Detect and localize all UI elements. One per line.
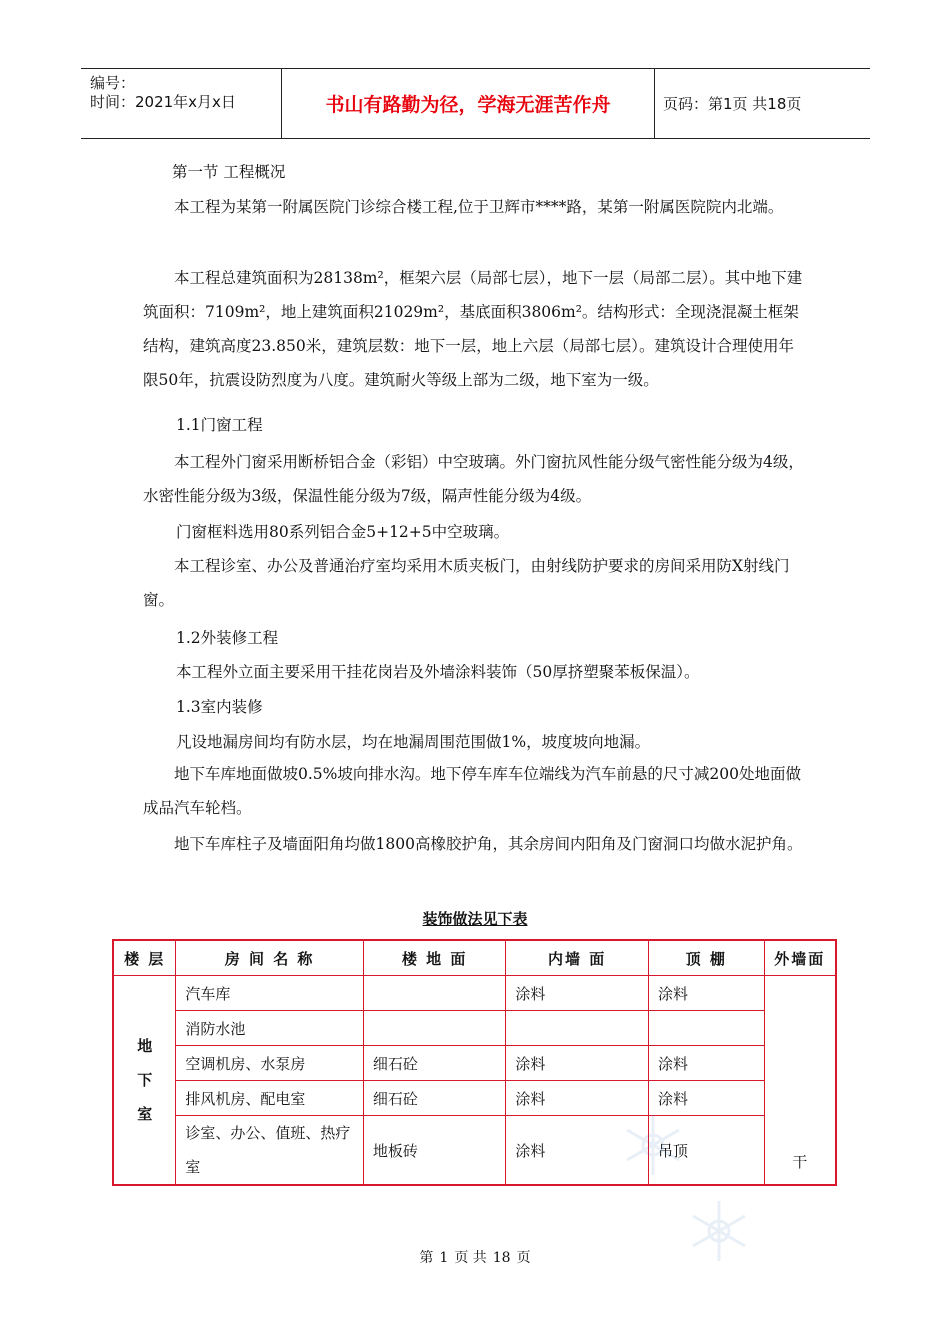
wall-cell: 涂料 [506,1116,649,1186]
ground-cell: 地板砖 [363,1116,506,1186]
ceiling-cell: 涂料 [648,976,764,1011]
paragraph-interior-2: 地下车库地面做坡0.5%坡向排水沟。地下停车库车位端线为汽车前悬的尺寸减200处地面做成品汽车轮档。 [143,765,801,817]
table-row [113,1046,836,1081]
floor-char: 室 [137,1105,153,1123]
col-header-room: 房 间 名 称 [176,940,363,976]
col-header-ceiling: 顶 棚 [648,940,764,976]
ground-cell: 细石砼 [363,1046,506,1081]
ceiling-cell [648,1011,764,1046]
ground-cell [363,976,506,1011]
document-header [81,68,870,139]
paragraph-exterior: 本工程外立面主要采用干挂花岗岩及外墙涂料装饰（50厚挤塑聚苯板保温）。 [176,663,700,681]
footer-page-number: 1 [439,1250,449,1266]
decoration-table [112,939,837,1186]
heading-doors-windows: 1.1门窗工程 [176,416,263,434]
header-meta [81,69,281,138]
col-header-inner-wall: 内墙 面 [506,940,649,976]
exterior-wall-cell: 干 [764,976,836,1186]
ceiling-cell: 吊顶 [648,1116,764,1186]
ground-cell: 细石砼 [363,1081,506,1116]
table-row [113,1081,836,1116]
footer-mid: 页 共 [454,1250,487,1266]
date-label: 时间：2021年x月x日 [90,93,236,111]
paragraph-interior-3: 地下车库柱子及墙面阳角均做1800高橡胶护角，其余房间内阳角及门窗洞口均做水泥护角。 [174,835,803,853]
header-motto: 书山有路勤为径，学海无涯苦作舟 [281,69,655,138]
ceiling-cell: 涂料 [648,1046,764,1081]
table-row [113,976,836,1011]
ceiling-cell: 涂料 [648,1081,764,1116]
room-cell: 空调机房、水泵房 [176,1046,363,1081]
col-header-exterior-wall: 外墙面 [764,940,836,976]
floor-char: 下 [137,1071,153,1089]
section-title: 第一节 工程概况 [172,163,286,181]
wall-cell: 涂料 [506,1081,649,1116]
table-row [113,1011,836,1046]
floor-char: 地 [137,1037,153,1055]
room-cell: 汽车库 [176,976,363,1011]
footer-total-pages: 18 [492,1250,511,1266]
wall-cell: 涂料 [506,1046,649,1081]
footer-post: 页 [516,1250,531,1266]
number-label: 编号： [90,74,136,92]
paragraph-interior-1: 凡设地漏房间均有防水层，均在地漏周围范围做1%，坡度坡向地漏。 [176,733,651,751]
room-cell: 消防水池 [176,1011,363,1046]
heading-exterior: 1.2外装修工程 [176,629,279,647]
paragraph-doors-2: 门窗框料选用80系列铝合金5+12+5中空玻璃。 [176,523,510,541]
floor-basement-cell [113,976,176,1186]
col-header-floor: 楼 层 [113,940,176,976]
footer-pre: 第 [419,1250,434,1266]
table-title: 装饰做法见下表 [422,910,528,928]
col-header-ground: 楼 地 面 [363,940,506,976]
paragraph-area: 本工程总建筑面积为28138m²，框架六层（局部七层），地下一层（局部二层）。其中地下建筑面积：7109m²，地上建筑面积21029m²，基底面积3806m²。结构形式：全现浇混凝土框架结构，建筑高度23.850米，建筑层数：地下一层，地上六层（局部七层）。建筑设计合理使用年限50年，抗震设防烈度为八度。建筑耐火等级上部为二级，地下室为一级。 [143,269,803,389]
ground-cell [363,1011,506,1046]
wall-cell: 涂料 [506,976,649,1011]
paragraph-doors-1: 本工程外门窗采用断桥铝合金（彩铝）中空玻璃。外门窗抗风性能分级气密性能分级为4级，水密性能分级为3级，保温性能分级为7级，隔声性能分级为4级。 [143,453,804,505]
snowflake-watermark-icon [618,1110,688,1180]
room-cell: 诊室、办公、值班、热疗室 [176,1116,363,1186]
page-footer [0,1247,950,1267]
header-page-info: 页码：第1页 共18页 [663,95,802,113]
room-cell: 排风机房、配电室 [176,1081,363,1116]
table-row [113,1116,836,1186]
heading-interior: 1.3室内装修 [176,698,263,716]
table-header-row [113,940,836,976]
wall-cell [506,1011,649,1046]
paragraph-location: 本工程为某第一附属医院门诊综合楼工程,位于卫辉市****路，某第一附属医院院内北端。 [174,198,784,216]
paragraph-doors-3: 本工程诊室、办公及普通治疗室均采用木质夹板门，由射线防护要求的房间采用防X射线门窗。 [143,557,790,609]
